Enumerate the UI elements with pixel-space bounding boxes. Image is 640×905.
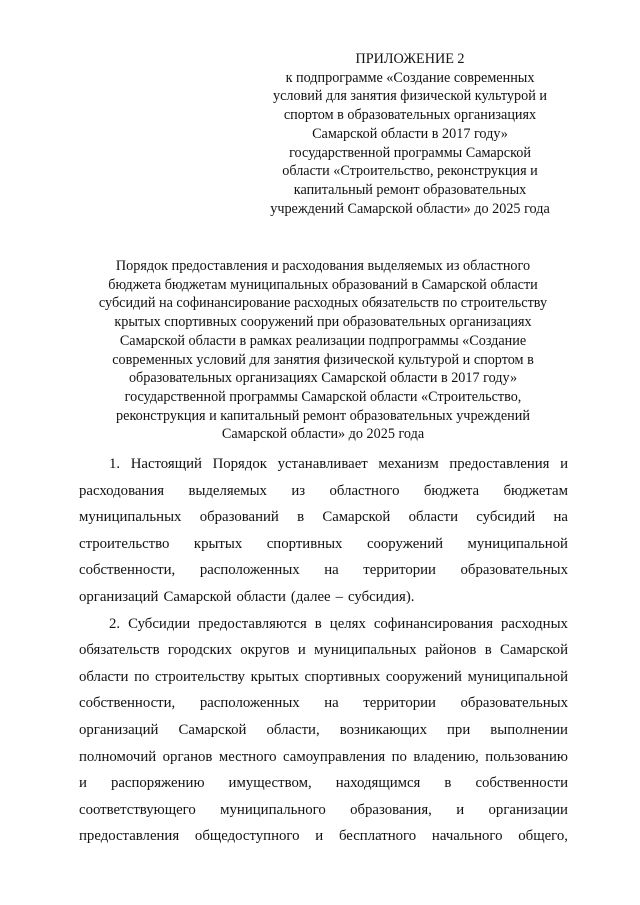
word: крытых	[250, 668, 299, 685]
word: территории	[363, 695, 436, 712]
word: обязательств	[79, 642, 160, 659]
word: устанавливает	[277, 456, 368, 472]
word: городских	[167, 642, 232, 659]
paragraph-1	[79, 451, 568, 611]
word: при	[447, 721, 471, 738]
word: и	[560, 456, 568, 472]
word: районов	[424, 642, 477, 659]
word: и	[79, 775, 87, 792]
word: начального	[431, 828, 503, 845]
word: Порядок	[212, 456, 267, 472]
title-line: Порядок предоставления и расходования выделяемых из областного	[115, 258, 531, 274]
word: муниципального	[220, 801, 326, 818]
paragraph-line	[79, 744, 568, 771]
word: образования,	[350, 801, 432, 818]
word: расположенных	[199, 562, 300, 579]
word: образовательных	[460, 695, 568, 712]
word: собственности,	[79, 562, 176, 579]
appendix-line: Самарской области в 2017 году»	[312, 125, 508, 142]
word: спортивных	[266, 535, 343, 552]
word: на	[553, 509, 568, 526]
word: местного	[218, 748, 277, 765]
word: и	[297, 642, 306, 659]
paragraph-line	[79, 584, 568, 611]
word: в	[297, 509, 305, 526]
title-line: образовательных организациях Самарской области в 2017 году»	[128, 370, 518, 387]
word: (далее	[290, 588, 331, 605]
word: муниципальных	[79, 509, 182, 526]
word: муниципальных	[314, 642, 417, 659]
word: возникающих	[339, 721, 427, 738]
word: в	[444, 775, 452, 792]
word: субсидий	[476, 509, 536, 526]
word: предоставления	[79, 828, 180, 845]
word: пользованию	[485, 748, 568, 765]
word: области	[236, 588, 286, 605]
word: на	[324, 695, 339, 712]
word: полномочий	[79, 748, 157, 765]
word: образовательных	[460, 562, 568, 579]
word: области	[408, 509, 459, 526]
word: бюджетам	[503, 482, 568, 499]
paragraph-line	[79, 451, 568, 478]
paragraph-line	[79, 690, 568, 717]
word: на	[324, 562, 339, 579]
word: предоставляются	[198, 615, 307, 632]
word: софинансирования	[373, 615, 494, 632]
title-line: Самарской области» до 2025 года	[221, 426, 425, 443]
word: организации	[488, 801, 568, 818]
word: и	[315, 828, 324, 845]
title-line: государственной программы Самарской области «Строительство,	[124, 388, 522, 405]
word: общего,	[518, 828, 568, 845]
appendix-line: ПРИЛОЖЕНИЕ 2	[355, 51, 465, 67]
paragraph-2	[79, 611, 568, 850]
paragraph-line	[79, 637, 568, 664]
word: целях	[329, 615, 366, 632]
word: и	[456, 801, 465, 818]
word: сооружений	[385, 668, 462, 685]
title-line: субсидий на софинансирование расходных обязательств по строительству	[98, 295, 548, 312]
word: соответствующего	[79, 801, 196, 818]
appendix-line: к подпрограмме «Создание современных	[285, 69, 535, 86]
word: предоставления	[449, 456, 550, 472]
word: строительству	[154, 668, 245, 685]
word: 2.	[109, 615, 121, 632]
document-body	[79, 451, 568, 850]
paragraph-line	[79, 504, 568, 531]
word: Самарской	[163, 588, 232, 605]
word: имуществом,	[228, 775, 312, 792]
word: области,	[266, 721, 320, 738]
word: –	[335, 588, 344, 605]
appendix-header	[255, 50, 565, 218]
word: в	[314, 615, 322, 632]
paragraph-line	[79, 823, 568, 850]
word: Самарской	[178, 721, 247, 738]
title-line: крытых спортивных сооружений при образовательных организациях	[114, 314, 532, 331]
paragraph-line	[79, 717, 568, 744]
appendix-line: спортом в образовательных организациях	[283, 107, 537, 124]
word: расположенных	[199, 695, 300, 712]
document-title	[70, 257, 576, 444]
word: строительство	[79, 535, 170, 552]
title-line: Самарской области в рамках реализации подпрограммы «Создание	[119, 332, 527, 349]
word: 1.	[109, 456, 121, 472]
appendix-line: условий для занятия физической культурой и	[273, 88, 547, 105]
paragraph-line	[79, 557, 568, 584]
word: выполнении	[490, 721, 568, 738]
word: образований	[199, 509, 279, 526]
word: находящимся	[335, 775, 421, 792]
word: владению,	[413, 748, 479, 765]
word: по	[134, 668, 150, 685]
word: территории	[363, 562, 436, 579]
word: Самарской	[322, 509, 391, 526]
appendix-line: государственной программы Самарской	[289, 144, 531, 161]
title-line: реконструкция и капитальный ремонт образовательных учреждений	[116, 407, 530, 424]
title-line: бюджета бюджетам муниципальных образований в Самарской области	[108, 276, 538, 293]
paragraph-line	[79, 478, 568, 505]
paragraph-line	[79, 797, 568, 824]
word: бесплатного	[338, 828, 417, 845]
word: собственности,	[79, 695, 176, 712]
word: бюджета	[423, 482, 480, 499]
word: расходования	[79, 482, 165, 499]
word: муниципальной	[467, 668, 568, 685]
appendix-line: капитальный ремонт образовательных	[293, 181, 527, 198]
word: органов	[162, 748, 213, 765]
paragraph-line	[79, 770, 568, 797]
word: крытых	[193, 535, 243, 552]
word: расходных	[501, 615, 568, 632]
word: округов	[240, 642, 290, 659]
word: муниципальной	[467, 535, 568, 552]
appendix-line: учреждений Самарской области» до 2025 года	[270, 200, 550, 217]
paragraph-line	[79, 531, 568, 558]
word: из	[291, 482, 306, 499]
word: в	[484, 642, 492, 659]
word: Настоящий	[130, 456, 202, 472]
word: собственности	[475, 775, 568, 792]
word: субсидия).	[348, 588, 415, 605]
word: Самарской	[500, 642, 568, 659]
word: выделяемых	[188, 482, 267, 499]
title-line: современных условий для занятия физической культурой и спортом в	[112, 351, 534, 368]
paragraph-line	[79, 664, 568, 691]
word: областного	[329, 482, 400, 499]
word: области	[79, 668, 129, 685]
word: по	[391, 748, 407, 765]
word: самоуправления	[283, 748, 386, 765]
word: спортивных	[304, 668, 381, 685]
appendix-line: области «Строительство, реконструкция и	[282, 163, 538, 180]
word: распоряжению	[110, 775, 205, 792]
word: организаций	[79, 588, 159, 605]
word: общедоступного	[194, 828, 300, 845]
word: сооружений	[366, 535, 444, 552]
paragraph-line	[79, 611, 568, 638]
word: Субсидии	[128, 615, 191, 632]
word: организаций	[79, 721, 159, 738]
word: механизм	[378, 456, 439, 472]
